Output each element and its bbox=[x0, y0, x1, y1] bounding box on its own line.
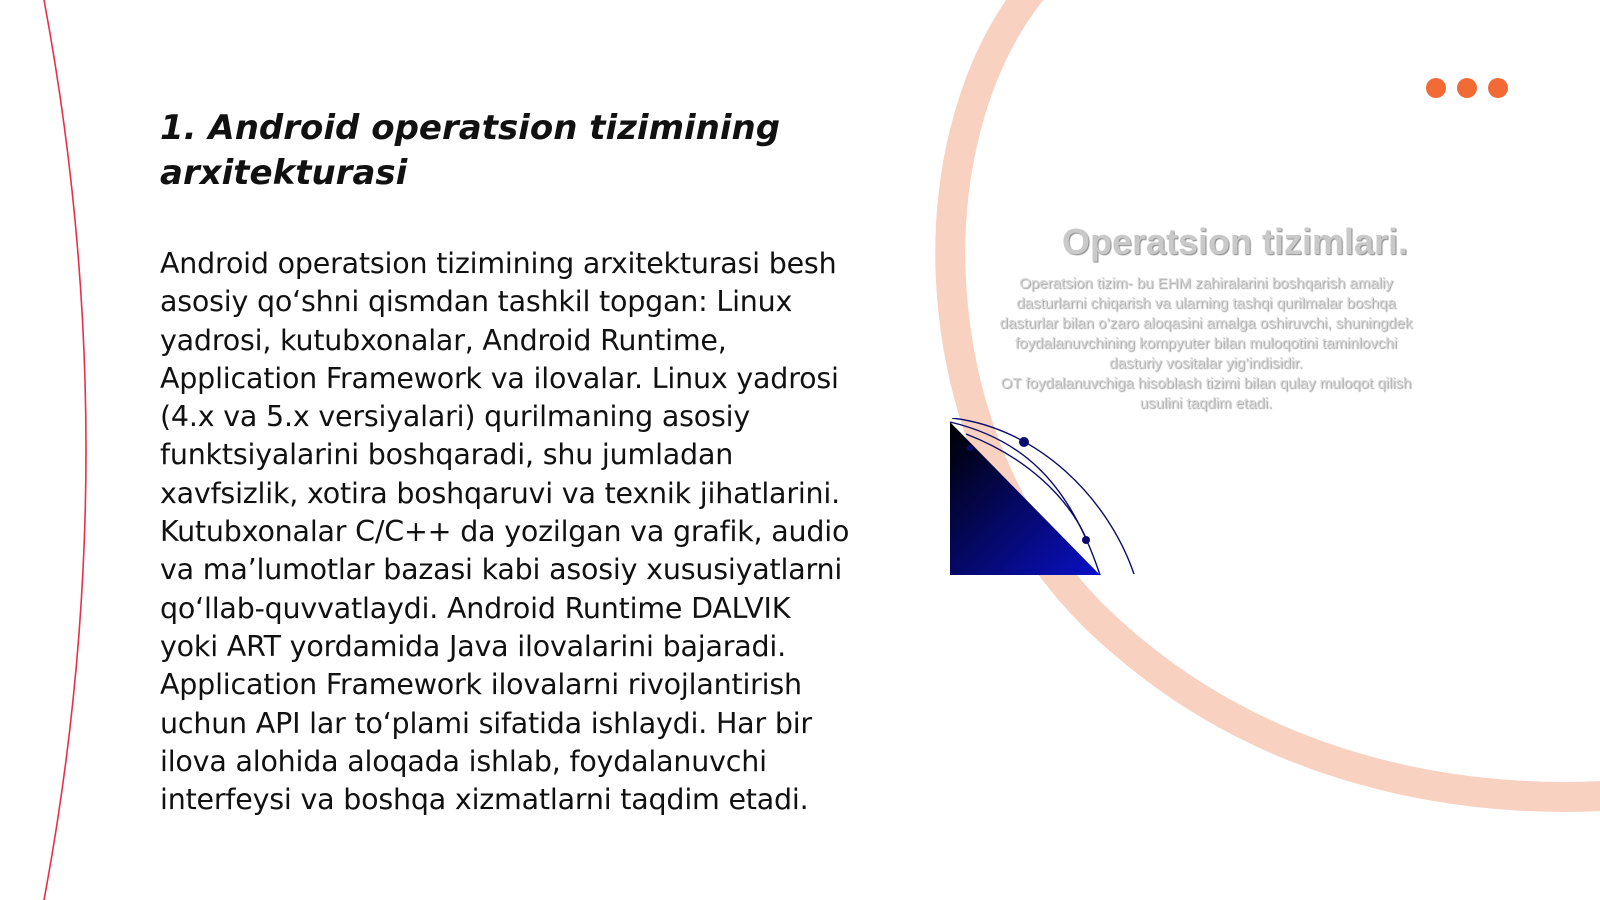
dot-icon bbox=[1426, 78, 1446, 98]
ghost-paragraph bbox=[990, 274, 1422, 414]
menu-dots bbox=[1426, 78, 1508, 98]
ghost-paragraph-1: Operatsion tizim- bu EHM zahiralarini boshqarish amaliy dasturlarni chiqarish va ularning tashqi qurilmalar boshqa dasturlar bilan o’zaro aloqasini amalga oshiruvchi, shuningdek foydalanuvchining kompyuter bilan muloqotini taminlovchi dasturiy vositalar yig’indisidir. bbox=[999, 275, 1413, 372]
dot-icon bbox=[1457, 78, 1477, 98]
slide-title: 1. Android operatsion tizimining arxitekturasi bbox=[160, 108, 781, 193]
ghost-heading: Operatsion tizimlari. bbox=[1061, 221, 1409, 262]
ghost-paragraph-2: OT foydalanuvchiga hisoblash tizimi bilan qulay muloqot qilish usulini taqdim etadi. bbox=[1000, 375, 1412, 412]
dot-icon bbox=[1488, 78, 1508, 98]
point-marker bbox=[1082, 536, 1090, 544]
curve-graphic bbox=[948, 418, 1138, 578]
point-marker bbox=[967, 445, 973, 451]
slide-body-text: Android operatsion tizimining arxitekturasi besh asosiy qo‘shni qismdan tashkil topgan: Linux yadrosi, kutubxonalar, Android Runtime, Application Framework va ilovalar. Linux yadrosi (4.x va 5.x versiyalari) qurilmaning asosiy funktsiyalarini boshqaradi, shu jumladan xavfsizlik, xotira boshqaruvi va texnik jihatlarini. Kutubxonalar C/C++ da yozilgan va grafik, audio va ma’lumotlar bazasi kabi asosiy xususiyatlarni qo‘llab-quvvatlaydi. Android Runtime DALVIK yoki ART yordamida Java ilovalarini bajaradi. Application Framework ilovalarni rivojlantirish uchun API lar to‘plami sifatida ishlaydi. Har bir ilova alohida aloqada ishlab, foydalanuvchi interfeysi va boshqa xizmatlarni taqdim etadi. bbox=[160, 247, 850, 817]
point-marker bbox=[1019, 437, 1029, 447]
